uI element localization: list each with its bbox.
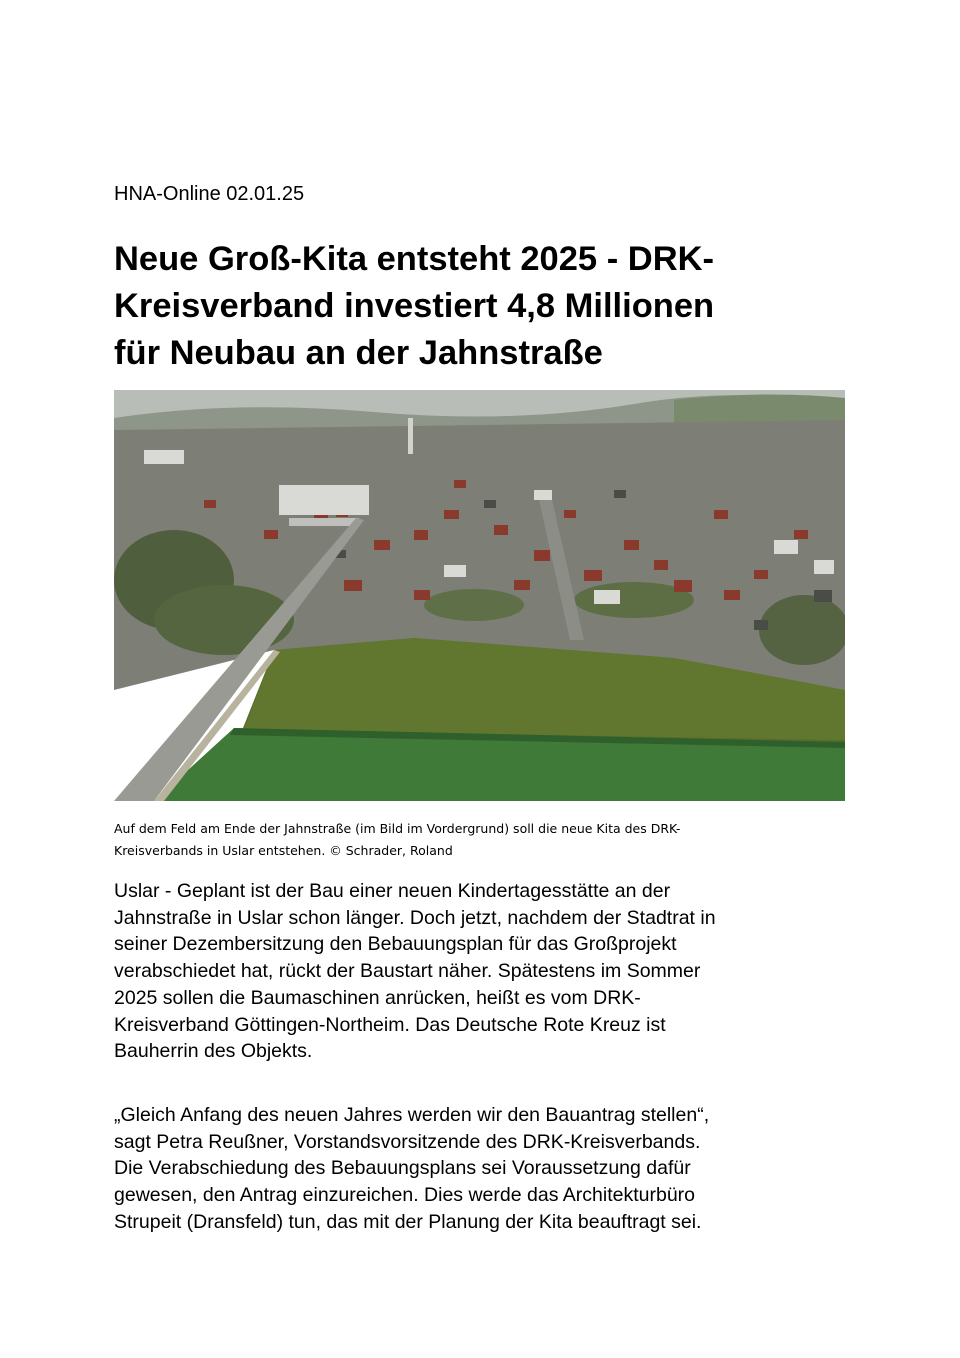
- paragraph-line: Uslar - Geplant ist der Bau einer neuen Kindertagesstätte an der: [114, 880, 671, 902]
- aerial-photo: [114, 390, 845, 801]
- paragraph-line: gewesen, den Antrag einzureichen. Dies werde das Architekturbüro: [114, 1184, 696, 1207]
- paragraph-line: sagt Petra Reußner, Vorstandsvorsitzende des DRK-Kreisverbands.: [114, 1130, 701, 1153]
- aerial-town-illustration: [114, 390, 845, 801]
- caption-line: Auf dem Feld am Ende der Jahnstraße (im Bild im Vordergrund) soll die neue Kita des DRK-: [114, 821, 681, 836]
- paragraph-line: Strupeit (Dransfeld) tun, das mit der Planung der Kita beauftragt sei.: [114, 1210, 702, 1233]
- paragraph-line: Kreisverband Göttingen-Northeim. Das Deutsche Rote Kreuz ist: [114, 1013, 666, 1036]
- body-paragraph-2: [114, 1102, 854, 1236]
- caption-line: Kreisverbands in Uslar entstehen. © Schrader, Roland: [114, 843, 453, 858]
- headline: [114, 236, 854, 377]
- headline-line: Kreisverband investiert 4,8 Millionen: [114, 287, 715, 325]
- photo-caption: [114, 818, 854, 862]
- paragraph-line: Die Verabschiedung des Bebauungsplans sei Voraussetzung dafür: [114, 1157, 691, 1180]
- headline-line: für Neubau an der Jahnstraße: [114, 334, 603, 372]
- paragraph-line: 2025 sollen die Baumaschinen anrücken, heißt es vom DRK-: [114, 986, 641, 1009]
- body-paragraph-1: [114, 878, 854, 1065]
- headline-line: Neue Groß-Kita entsteht 2025 - DRK-: [114, 240, 715, 278]
- paragraph-line: seiner Dezembersitzung den Bebauungsplan für das Großprojekt: [114, 933, 677, 956]
- source-date-line: HNA-Online 02.01.25: [114, 183, 305, 205]
- paragraph-line: Bauherrin des Objekts.: [114, 1040, 313, 1063]
- paragraph-line: „Gleich Anfang des neuen Jahres werden wir den Bauantrag stellen“,: [114, 1104, 710, 1126]
- paragraph-line: verabschiedet hat, rückt der Baustart näher. Spätestens im Sommer: [114, 960, 701, 983]
- paragraph-line: Jahnstraße in Uslar schon länger. Doch jetzt, nachdem der Stadtrat in: [114, 906, 716, 929]
